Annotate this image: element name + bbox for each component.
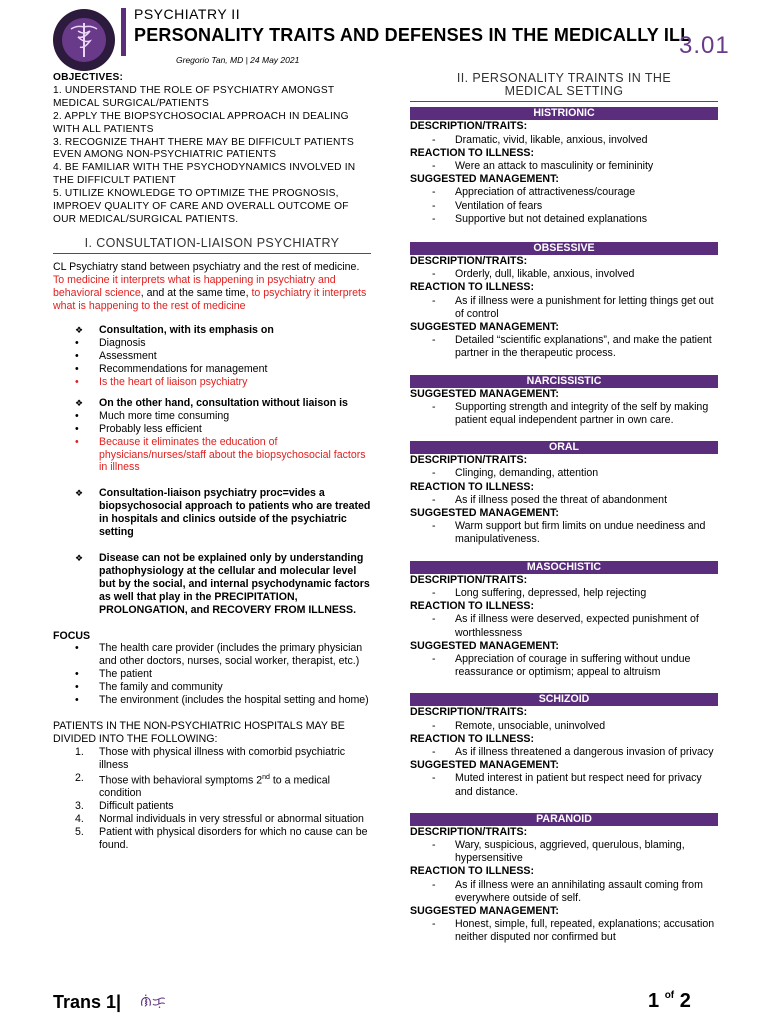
field-label: SUGGESTED MANAGEMENT: — [410, 321, 559, 334]
current-page: 1 — [648, 990, 660, 1012]
disease-point: ❖ Disease can not be explained only by understanding pathophysiology at the cellular and molecular level but by the social, and internal psychodynamic factors as well that play in the PRECIPITATION, PROLONGATION, and RECOVERY FROM ILLNESS. — [53, 552, 371, 617]
field-item: - Supportive but not detained explanations — [410, 213, 718, 226]
personality-block-histrionic — [410, 107, 718, 226]
field-item: - As if illness posed the threat of abandonment — [410, 494, 718, 507]
list-item: • The patient — [53, 668, 371, 681]
field-item: - Wary, suspicious, aggrieved, querulous, blaming, hypersensitive — [410, 839, 718, 865]
list-item: • Because it eliminates the education of physicians/nurses/staff about the biopsychosocial factors in illness — [53, 436, 371, 475]
list-item: • Probably less efficient — [53, 423, 371, 436]
personality-block-masochistic — [410, 561, 718, 680]
field-label: REACTION TO ILLNESS: — [410, 480, 534, 493]
caduceus-icon — [53, 9, 115, 71]
field-label: REACTION TO ILLNESS: — [410, 600, 534, 613]
field-label: DESCRIPTION/TRAITS: — [410, 120, 528, 133]
type-header-bar: PARANOID — [410, 813, 718, 826]
total-pages: 2 — [679, 990, 691, 1012]
author-date: Gregorio Tan, MD | 24 May 2021 — [176, 55, 300, 65]
list-item: • The health care provider (includes the primary physician and other doctors, nurses, social worker, therapist, etc.) — [53, 642, 371, 668]
list-item: 5. Patient with physical disorders for which no cause can be found. — [75, 825, 368, 851]
objectives — [53, 72, 371, 227]
field-item: - Dramatic, vivid, likable, anxious, involved — [410, 134, 718, 147]
type-header-bar: SCHIZOID — [410, 693, 718, 706]
header-accent-bar — [121, 8, 126, 56]
section1-title: I. CONSULTATION-LIAISON PSYCHIATRY — [84, 235, 340, 250]
field-label: SUGGESTED MANAGEMENT: — [410, 173, 559, 186]
field-item: - Muted interest in patient but respect need for privacy and distance. — [410, 772, 718, 798]
course-logo — [53, 9, 115, 71]
field-label: REACTION TO ILLNESS: — [410, 146, 534, 159]
field-label: DESCRIPTION/TRAITS: — [410, 706, 528, 719]
field-item: - Detailed “scientific explanations”, and make the patient partner in the therapeutic process. — [410, 334, 718, 360]
document-code: 3.01 — [679, 32, 730, 59]
list-item: 3. Difficult patients — [75, 799, 174, 812]
field-label: REACTION TO ILLNESS: — [410, 865, 534, 878]
field-label: DESCRIPTION/TRAITS: — [410, 454, 528, 467]
objectives-label: OBJECTIVES: — [53, 72, 124, 83]
field-label: SUGGESTED MANAGEMENT: — [410, 507, 559, 520]
cl-red-text: to psychiatry it interprets what is happening to the rest of medicine — [53, 286, 367, 312]
focus-list — [53, 642, 371, 707]
cl-interpretation — [53, 274, 371, 313]
field-label: DESCRIPTION/TRAITS: — [410, 573, 528, 586]
list-item: • The environment (includes the hospital setting and home) — [53, 694, 371, 707]
type-header-bar: OBSESSIVE — [410, 242, 718, 255]
list-item: • Diagnosis — [53, 337, 371, 350]
field-label: DESCRIPTION/TRAITS: — [410, 825, 528, 838]
objective-item: 4. BE FAMILIAR WITH THE PSYCHODYNAMICS INVOLVED IN THE DIFFICULT PATIENT — [53, 162, 356, 187]
section1-heading — [53, 237, 371, 254]
cl-intro: CL Psychiatry stand between psychiatry and the rest of medicine. — [53, 260, 360, 273]
objective-item: 3. RECOGNIZE THAHT THERE MAY BE DIFFICULT PATIENTS EVEN AMONG NON-PSYCHIATRIC PATIENTS — [53, 136, 354, 161]
field-item: - Appreciation of courage in suffering without undue reassurance or optimism; appeal to altruism — [410, 653, 718, 679]
consultation-list — [53, 337, 371, 389]
type-header-bar: ORAL — [410, 441, 718, 454]
patients-list — [53, 746, 371, 852]
section-divider — [410, 101, 718, 102]
section2-heading — [410, 72, 718, 102]
field-item: - Remote, unsociable, uninvolved — [410, 720, 718, 733]
field-item: - As if illness were deserved, expected punishment of worthlessness — [410, 613, 718, 639]
field-item: - As if illness threatened a dangerous invasion of privacy — [410, 746, 718, 759]
field-label: REACTION TO ILLNESS: — [410, 281, 534, 294]
list-item: • The family and community — [53, 681, 371, 694]
field-label: SUGGESTED MANAGEMENT: — [410, 639, 559, 652]
field-item: - Honest, simple, full, repeated, explanations; accusation neither disputed nor confirmed but — [410, 918, 718, 944]
patients-heading: PATIENTS IN THE NON-PSYCHIATRIC HOSPITALS MAY BE DIVIDED INTO THE FOLLOWING: — [53, 719, 345, 745]
field-item: - Supporting strength and integrity of the self by making patient equal independent partner in own care. — [410, 401, 718, 427]
field-label: REACTION TO ILLNESS: — [410, 732, 534, 745]
list-item: • Is the heart of liaison psychiatry — [53, 376, 371, 389]
signature-mark: ᜈᜒᜃᜓ — [140, 993, 166, 1009]
field-label: SUGGESTED MANAGEMENT: — [410, 904, 559, 917]
list-item: • Assessment — [53, 350, 371, 363]
personality-block-oral — [410, 441, 718, 546]
list-item: • Much more time consuming — [53, 410, 371, 423]
focus-label: FOCUS — [53, 629, 91, 642]
type-header-bar: NARCISSISTIC — [410, 375, 718, 388]
personality-block-narcissistic — [410, 375, 718, 428]
type-header-bar: MASOCHISTIC — [410, 561, 718, 574]
field-item: - Clinging, demanding, attention — [410, 467, 718, 480]
objective-item: 2. APPLY THE BIOPSYCHOSOCIAL APPROACH IN DEALING WITH ALL PATIENTS — [53, 110, 349, 135]
field-item: - Warm support but firm limits on undue neediness and manipulativeness. — [410, 520, 718, 546]
footer-trans-label: Trans 1| — [53, 992, 122, 1012]
list-item: 2. Those with behavioral symptoms 2nd to a medical condition — [75, 771, 330, 800]
objective-item: 5. UTILIZE KNOWLEDGE TO OPTIMIZE THE PROGNOSIS, IMPROEV QUALITY OF CARE AND OVERALL OUTCOME OF OUR MEDICAL/SURGICAL PATIENTS. — [53, 188, 349, 225]
objective-item: 1. UNDERSTAND THE ROLE OF PSYCHIATRY AMONGST MEDICAL SURGICAL/PATIENTS — [53, 84, 335, 109]
field-item: - Ventilation of fears — [410, 200, 718, 213]
left-column — [53, 72, 371, 852]
field-item: - As if illness were a punishment for letting things get out of control — [410, 295, 718, 321]
field-item: - As if illness were an annihilating assault coming from everywhere outside of self. — [410, 879, 718, 905]
list-item: • Recommendations for management — [53, 363, 371, 376]
personality-types — [410, 107, 718, 944]
personality-block-schizoid — [410, 693, 718, 798]
cl-approach-point: ❖ Consultation-liaison psychiatry proc=vides a biopsychosocial approach to patients who are treated in hospitals and clinics outside of the psychiatric setting — [53, 487, 371, 539]
field-item: - Were an attack to masculinity or femininity — [410, 160, 718, 173]
list-item: 4. Normal individuals in very stressful or abnormal situation — [75, 812, 364, 825]
without-liaison-list — [53, 410, 371, 475]
section2-title: II. PERSONALITY TRAINTS IN THE MEDICAL SETTING — [456, 71, 672, 99]
field-label: DESCRIPTION/TRAITS: — [410, 255, 528, 268]
cl-mid-text: , and at the same time, — [140, 286, 252, 299]
right-column — [410, 72, 718, 945]
field-item: - Appreciation of attractiveness/courage — [410, 186, 718, 199]
field-item: - Long suffering, depressed, help rejecting — [410, 587, 718, 600]
field-item: - Orderly, dull, likable, anxious, involved — [410, 268, 718, 281]
section-divider — [53, 253, 371, 254]
document-title: PERSONALITY TRAITS AND DEFENSES IN THE MEDICALLY ILL — [134, 25, 692, 45]
cl-red-text: To medicine it interprets what is happening in psychiatry and behavioral science — [53, 273, 336, 299]
field-label: SUGGESTED MANAGEMENT: — [410, 759, 559, 772]
list-item: 1. Those with physical illness with comorbid psychiatric illness — [75, 745, 346, 771]
type-header-bar: HISTRIONIC — [410, 107, 718, 120]
without-liaison-heading: ❖ On the other hand, consultation without liaison is — [53, 397, 371, 410]
personality-block-obsessive — [410, 242, 718, 361]
course-name: PSYCHIATRY II — [134, 6, 241, 22]
page-of-label: of — [664, 990, 675, 1001]
consultation-heading: ❖ Consultation, with its emphasis on — [53, 324, 371, 337]
personality-block-paranoid — [410, 813, 718, 945]
page-number — [648, 990, 691, 1013]
field-label: SUGGESTED MANAGEMENT: — [410, 387, 559, 400]
